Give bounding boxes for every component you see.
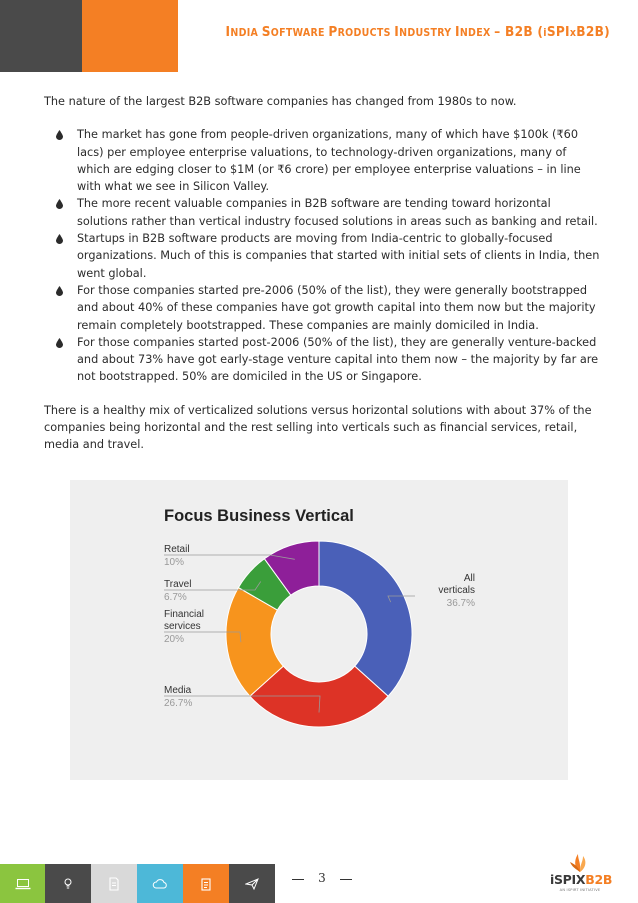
drop-bullet-icon: [56, 199, 63, 209]
donut-chart: [70, 480, 568, 780]
list-item: The market has gone from people-driven organizations, many of which have $100k (₹60 lacs) per employee enterprise valuations, to technology-driven organizations, many of which are edging closer to $1M (or ₹6 crore) per employee enterprise valuations – in line with what we see in Silicon Valley.: [56, 126, 600, 195]
ispix-logo: [550, 850, 613, 900]
page-content: [44, 93, 600, 454]
donut-chart-panel: [70, 480, 568, 780]
drop-bullet-icon: [56, 338, 63, 348]
clipboard-icon: [200, 877, 212, 891]
logo-tagline: AN ISPIRT INITIATIVE: [559, 888, 601, 892]
footer-block-dark-2: [229, 864, 275, 903]
drop-bullet-icon: [56, 286, 63, 296]
slice-value-label: 6.7%: [164, 592, 187, 603]
header-title: INDIA SOFTWARE PRODUCTS INDUSTRY INDEX – B2B (iSPIxB2B): [225, 24, 610, 40]
intro-paragraph: The nature of the largest B2B software companies has changed from 1980s to now.: [44, 95, 517, 108]
footer-block-orange: [183, 864, 229, 903]
drop-bullet-icon: [56, 130, 63, 140]
flame-logo-icon: [550, 850, 610, 874]
page-number-rule-right: [340, 879, 352, 880]
slice-label: Retail: [164, 544, 190, 555]
lightbulb-icon: [61, 877, 75, 891]
footer-block-gray: [91, 864, 137, 903]
slice-label: verticals: [438, 585, 475, 596]
header-block-orange: [82, 0, 178, 72]
donut-slice-all-verticals: [319, 541, 412, 696]
slice-value-label: 20%: [164, 634, 185, 645]
slice-label: Media: [164, 685, 192, 696]
list-item: Startups in B2B software products are moving from India-centric to globally-focused organizations. Much of this is companies that started with initial sets of clients in India, then went global.: [56, 230, 600, 282]
slice-label: All: [463, 573, 475, 584]
slice-label: Travel: [164, 579, 192, 590]
bullet-list: [56, 126, 600, 385]
list-item: The more recent valuable companies in B2B software are tending toward horizontal solutions rather than vertical industry focused solutions in areas such as banking and retail.: [56, 195, 600, 230]
footer-block-blue: [137, 864, 183, 903]
footer-block-green: [0, 864, 45, 903]
logo-wordmark: iSPIXB2B: [550, 872, 613, 887]
chart-title: Focus Business Vertical: [164, 507, 354, 525]
list-item: For those companies started post-2006 (50% of the list), they are generally venture-backed and about 73% have got early-stage venture capital into them now – the majority by far are not bootstrapped. 50% are domiciled in the US or Singapore.: [56, 334, 600, 386]
cloud-icon: [152, 878, 168, 890]
header-block-dark: [0, 0, 82, 72]
slice-value-label: 36.7%: [446, 598, 475, 609]
laptop-icon: [15, 878, 31, 890]
closing-paragraph: There is a healthy mix of verticalized solutions versus horizontal solutions with about 37% of the companies being horizontal and the rest selling into verticals such as financial services, retail, media and travel.: [44, 403, 592, 452]
list-item: For those companies started pre-2006 (50% of the list), they were generally bootstrapped and about 40% of these companies have got growth capital into them now but the majority remain completely bootstrapped. These companies are mainly domiciled in India.: [56, 282, 600, 334]
page-number-group: [292, 870, 352, 888]
drop-bullet-icon: [56, 234, 63, 244]
paper-plane-icon: [245, 878, 259, 890]
slice-label: services: [164, 621, 201, 632]
footer-block-dark: [45, 864, 91, 903]
slice-label: Financial: [164, 609, 205, 620]
document-icon: [108, 877, 120, 891]
slice-value-label: 26.7%: [164, 698, 193, 709]
page-number: 3: [318, 871, 326, 885]
slice-value-label: 10%: [164, 557, 185, 568]
